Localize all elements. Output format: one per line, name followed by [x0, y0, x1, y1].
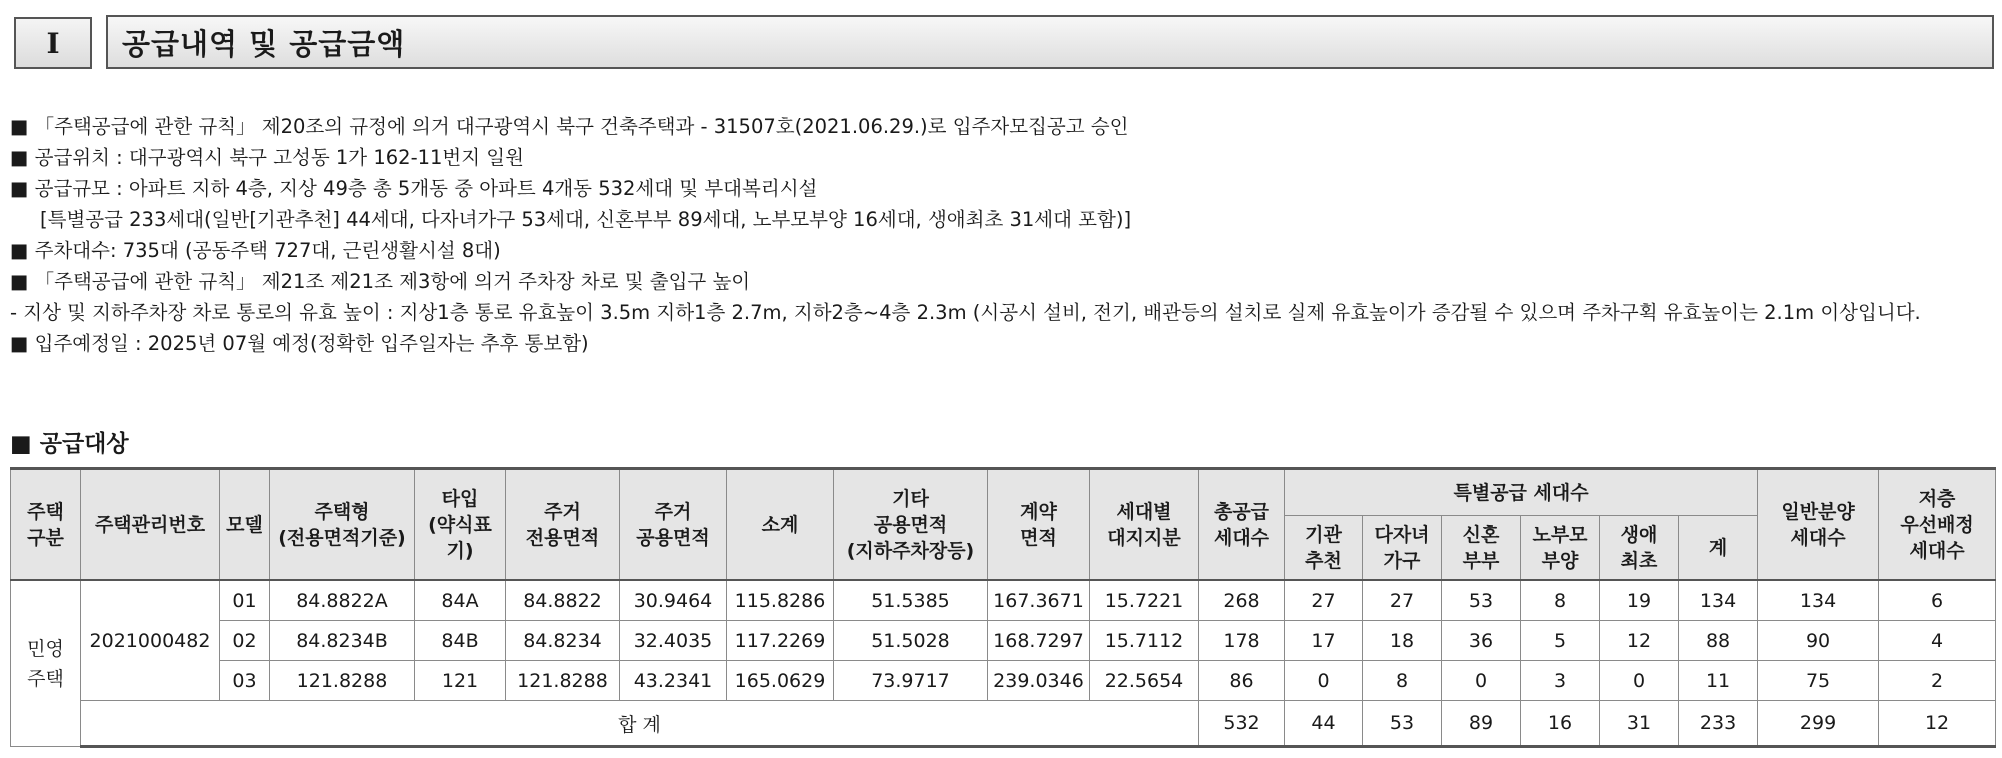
cell-elderly: 8: [1521, 580, 1600, 621]
cell-first: 12: [1600, 621, 1679, 661]
cell-other: 73.9717: [834, 661, 988, 701]
cell-other: 51.5385: [834, 580, 988, 621]
note-scale: ■ 공급규모 : 아파트 지하 4층, 지상 49층 총 5개동 중 아파트 4개동 532세대 및 부대복리시설: [10, 177, 818, 200]
header-model: 모델: [220, 469, 270, 581]
section-title: 공급내역 및 공급금액: [122, 26, 406, 61]
cell-special-sum: 134: [1679, 580, 1758, 621]
cell-newlywed: 0: [1442, 661, 1521, 701]
table-row: [11, 621, 1996, 661]
cell-general: 75: [1758, 661, 1879, 701]
cell-model: 02: [220, 621, 270, 661]
cell-special-sum: 88: [1679, 621, 1758, 661]
cell-general: 90: [1758, 621, 1879, 661]
total-label: 합 계: [81, 701, 1199, 747]
cell-other: 51.5028: [834, 621, 988, 661]
cell-multi: 8: [1363, 661, 1442, 701]
cell-total: 86: [1199, 661, 1285, 701]
table-row: [11, 580, 1996, 621]
cell-house-type: 84.8822A: [270, 580, 415, 621]
total-row: [11, 701, 1996, 747]
cell-low: 6: [1879, 580, 1996, 621]
header-house-type: 주택형 (전용면적기준): [270, 469, 415, 581]
section-title-bar: [106, 15, 1994, 69]
cell-land: 22.5654: [1090, 661, 1199, 701]
cell-common: 32.4035: [620, 621, 727, 661]
cell-special-sum: 11: [1679, 661, 1758, 701]
note-move-in: ■ 입주예정일 : 2025년 07월 예정(정확한 입주일자는 추후 통보함): [10, 332, 589, 355]
cell-subtotal: 117.2269: [727, 621, 834, 661]
header-general: 일반분양 세대수: [1758, 469, 1879, 581]
subsection-title: ■ 공급대상: [10, 431, 129, 457]
total-supply: 532: [1199, 701, 1285, 747]
supply-notes: [10, 111, 1995, 359]
cell-common: 30.9464: [620, 580, 727, 621]
header-total-supply: 총공급 세대수: [1199, 469, 1285, 581]
cell-model: 03: [220, 661, 270, 701]
cell-type: 121: [415, 661, 506, 701]
header-special-sum: 계: [1679, 516, 1758, 581]
cell-newlywed: 53: [1442, 580, 1521, 621]
cell-agency: 0: [1285, 661, 1363, 701]
cell-low: 4: [1879, 621, 1996, 661]
cell-type: 84B: [415, 621, 506, 661]
header-type: 타입 (약식표기): [415, 469, 506, 581]
section-number-badge: [14, 17, 92, 69]
note-parking: ■ 주차대수: 735대 (공동주택 727대, 근린생활시설 8대): [10, 239, 501, 262]
total-special-sum: 233: [1679, 701, 1758, 747]
cell-subtotal: 115.8286: [727, 580, 834, 621]
header-special-supply: 특별공급 세대수: [1285, 469, 1758, 516]
cell-elderly: 3: [1521, 661, 1600, 701]
cell-land: 15.7112: [1090, 621, 1199, 661]
header-land-share: 세대별 대지지분: [1090, 469, 1199, 581]
cell-exclusive: 84.8822: [506, 580, 620, 621]
cell-total: 178: [1199, 621, 1285, 661]
cell-house-type: 84.8234B: [270, 621, 415, 661]
cell-common: 43.2341: [620, 661, 727, 701]
header-multi-child: 다자녀 가구: [1363, 516, 1442, 581]
cell-first: 0: [1600, 661, 1679, 701]
header-other-common: 기타 공용면적 (지하주차장등): [834, 469, 988, 581]
total-agency: 44: [1285, 701, 1363, 747]
note-approval: ■ 「주택공급에 관한 규칙」 제20조의 규정에 의거 대구광역시 북구 건축주택과 - 31507호(2021.06.29.)로 입주자모집공고 승인: [10, 115, 1129, 138]
cell-contract: 167.3671: [988, 580, 1090, 621]
supply-table: [10, 467, 1996, 748]
note-parking-height: - 지상 및 지하주차장 차로 통로의 유효 높이 : 지상1층 통로 유효높이 3.5m 지하1층 2.7m, 지하2층~4층 2.3m (시공시 설비, 전기, 배관등의 설치로 실제 유효높이가 증감될 수 있으며 주차구획 유효높이는 2.1m 이상입니다.: [10, 301, 1921, 324]
header-contract-area: 계약 면적: [988, 469, 1090, 581]
total-multi: 53: [1363, 701, 1442, 747]
cell-elderly: 5: [1521, 621, 1600, 661]
cell-multi: 27: [1363, 580, 1442, 621]
cell-low: 2: [1879, 661, 1996, 701]
note-special-supply: [특별공급 233세대(일반[기관추천] 44세대, 다자녀가구 53세대, 신혼부부 89세대, 노부모부양 16세대, 생애최초 31세대 포함)]: [40, 208, 1132, 231]
total-low: 12: [1879, 701, 1996, 747]
header-agency: 기관 추천: [1285, 516, 1363, 581]
header-newlywed: 신혼 부부: [1442, 516, 1521, 581]
header-housing-type: 주택 구분: [11, 469, 81, 581]
cell-type: 84A: [415, 580, 506, 621]
cell-general: 134: [1758, 580, 1879, 621]
cell-first: 19: [1600, 580, 1679, 621]
header-mgmt-no: 주택관리번호: [81, 469, 220, 581]
group-label: 민영 주택: [11, 580, 81, 747]
header-elderly: 노부모 부양: [1521, 516, 1600, 581]
mgmt-no-cell: 2021000482: [81, 580, 220, 701]
total-newlywed: 89: [1442, 701, 1521, 747]
table-row: [11, 661, 1996, 701]
cell-exclusive: 84.8234: [506, 621, 620, 661]
cell-land: 15.7221: [1090, 580, 1199, 621]
cell-exclusive: 121.8288: [506, 661, 620, 701]
header-exclusive-area: 주거 전용면적: [506, 469, 620, 581]
header-first-time: 생애 최초: [1600, 516, 1679, 581]
cell-newlywed: 36: [1442, 621, 1521, 661]
header-subtotal: 소계: [727, 469, 834, 581]
cell-total: 268: [1199, 580, 1285, 621]
cell-subtotal: 165.0629: [727, 661, 834, 701]
note-parking-rule: ■ 「주택공급에 관한 규칙」 제21조 제21조 제3항에 의거 주차장 차로 및 출입구 높이: [10, 270, 751, 293]
header-common-area: 주거 공용면적: [620, 469, 727, 581]
total-elderly: 16: [1521, 701, 1600, 747]
section-number: I: [46, 26, 60, 60]
cell-model: 01: [220, 580, 270, 621]
total-first: 31: [1600, 701, 1679, 747]
cell-contract: 239.0346: [988, 661, 1090, 701]
total-general: 299: [1758, 701, 1879, 747]
cell-multi: 18: [1363, 621, 1442, 661]
cell-agency: 27: [1285, 580, 1363, 621]
cell-contract: 168.7297: [988, 621, 1090, 661]
cell-house-type: 121.8288: [270, 661, 415, 701]
note-location: ■ 공급위치 : 대구광역시 북구 고성동 1가 162-11번지 일원: [10, 146, 524, 169]
header-low-floor: 저층 우선배정 세대수: [1879, 469, 1996, 581]
cell-agency: 17: [1285, 621, 1363, 661]
